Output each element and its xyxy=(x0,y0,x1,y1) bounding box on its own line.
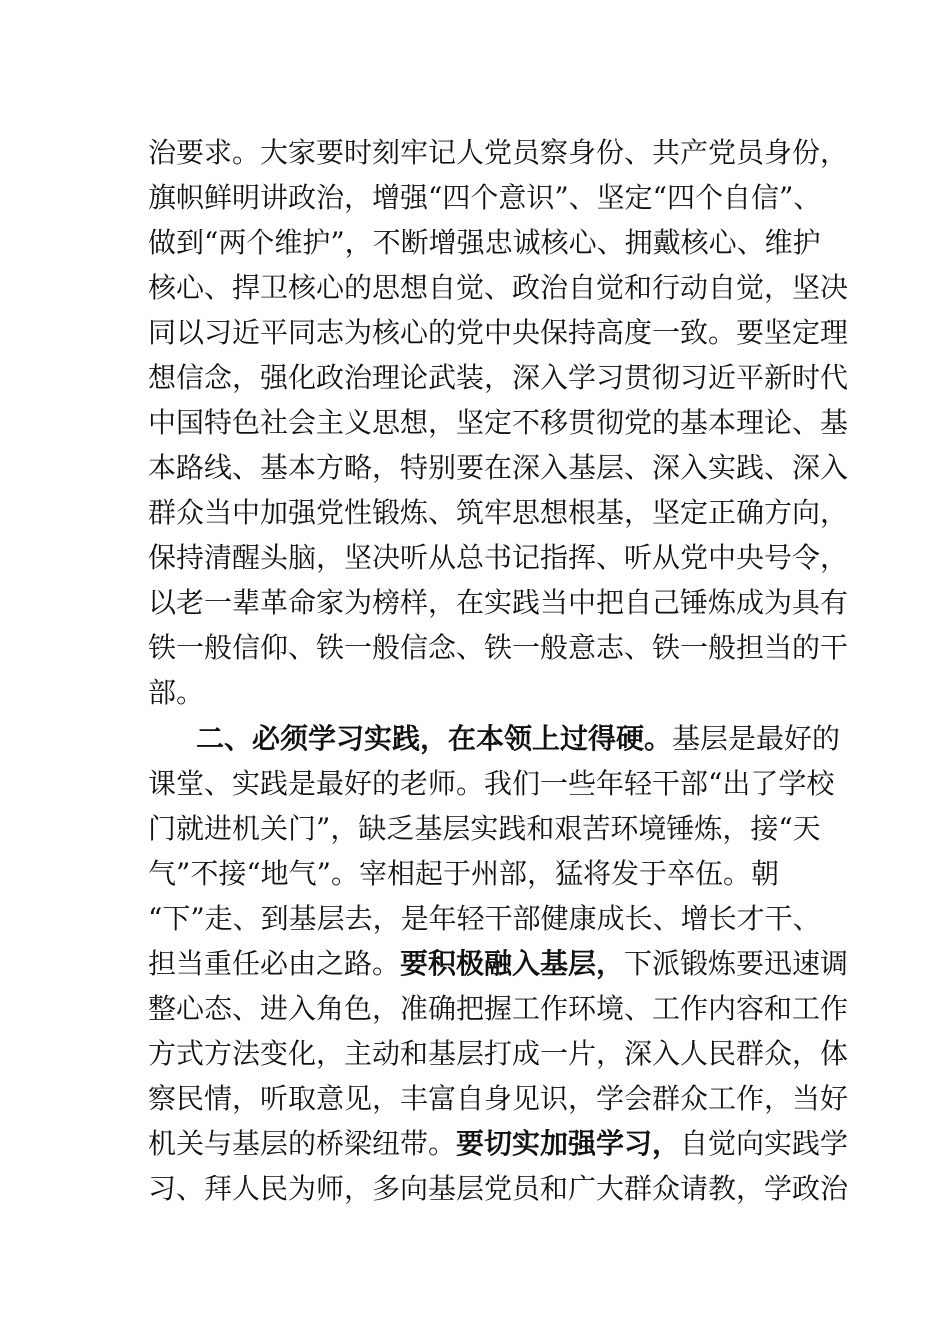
paragraph-text: 自觉向实践学 xyxy=(680,1127,849,1160)
paragraph-line: 课堂、实践是最好的老师。我们一些年轻干部“出了学校 xyxy=(148,767,835,800)
paragraph-line: 习、拜人民为师，多向基层党员和广大群众请教，学政治 xyxy=(148,1172,849,1205)
paragraph-line: “下”走、到基层去，是年轻干部健康成长、增长才干、 xyxy=(148,902,821,935)
paragraph-line: 本路线、基本方略，特别要在深入基层、深入实践、深入 xyxy=(148,451,849,484)
paragraph-line: 中国特色社会主义思想，坚定不移贯彻党的基本理论、基 xyxy=(148,406,849,439)
paragraph-line xyxy=(148,1122,849,1166)
paragraph-line: 察民情，听取意见，丰富自身见识，学会群众工作，当好 xyxy=(148,1082,849,1115)
paragraph-line: 部。 xyxy=(148,676,205,709)
paragraph-text: 担当重任必由之路。 xyxy=(148,947,401,980)
paragraph-line: 同以习近平同志为核心的党中央保持高度一致。要坚定理 xyxy=(148,316,849,349)
bold-phrase: 要积极融入基层， xyxy=(400,947,625,980)
paragraph-line: 气”不接“地气”。宰相起于州部，猛将发于卒伍。朝 xyxy=(148,857,779,890)
paragraph-line: 整心态、进入角色，准确把握工作环境、工作内容和工作 xyxy=(148,992,849,1025)
paragraph-line: 方式方法变化，主动和基层打成一片，深入人民群众，体 xyxy=(148,1037,849,1070)
paragraph-text: 下派锻炼要迅速调 xyxy=(624,947,849,980)
bold-phrase: 要切实加强学习， xyxy=(456,1127,681,1160)
paragraph-line xyxy=(148,942,849,986)
paragraph-line: 做到“两个维护”，不断增强忠诚核心、拥戴核心、维护 xyxy=(148,226,821,259)
paragraph-line: 想信念，强化政治理论武装，深入学习贯彻习近平新时代 xyxy=(148,361,849,394)
paragraph-line: 保持清醒头脑，坚决听从总书记指挥、听从党中央号令， xyxy=(148,541,849,574)
section-heading-line xyxy=(196,717,876,761)
paragraph-text: 基层是最好的 xyxy=(672,722,841,755)
paragraph-line: 治要求。大家要时刻牢记人党员察身份、共产党员身份， xyxy=(148,136,849,169)
paragraph-line: 群众当中加强党性锻炼、筑牢思想根基，坚定正确方向， xyxy=(148,496,849,529)
paragraph-line: 铁一般信仰、铁一般信念、铁一般意志、铁一般担当的干 xyxy=(148,631,849,664)
paragraph-text: 机关与基层的桥梁纽带。 xyxy=(148,1127,457,1160)
paragraph-line: 核心、捍卫核心的思想自觉、政治自觉和行动自觉，坚决 xyxy=(148,271,849,304)
paragraph-line: 旗帜鲜明讲政治，增强“四个意识”、坚定“四个自信”、 xyxy=(148,181,822,214)
section-heading: 二、必须学习实践，在本领上过得硬。 xyxy=(196,722,673,755)
paragraph-line: 门就进机关门”，缺乏基层实践和艰苦环境锤炼，接“天 xyxy=(148,812,821,845)
paragraph-line: 以老一辈革命家为榜样，在实践当中把自己锤炼成为具有 xyxy=(148,586,849,619)
